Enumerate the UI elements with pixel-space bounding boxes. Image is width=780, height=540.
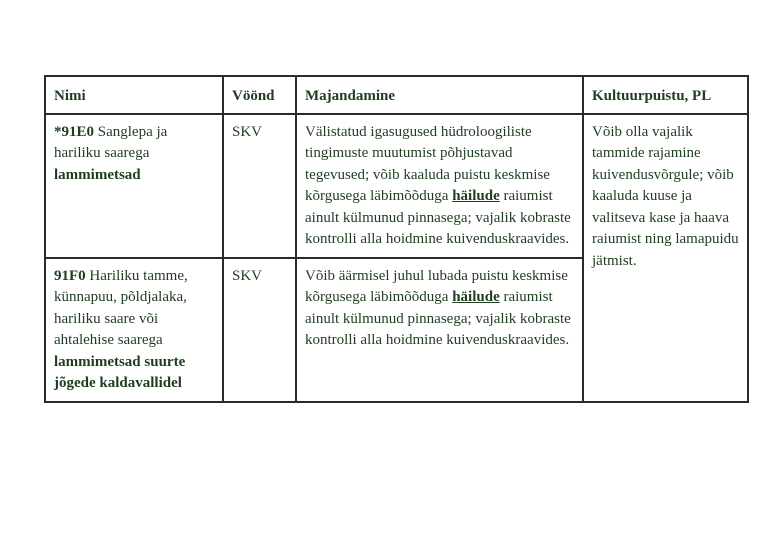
table-header-row [45,76,748,114]
zone-cell: SKV [223,258,296,402]
habitat-name-text: Hariliku tamme, künnapuu, põldjalaka, hariliku saare või ahtalehise saarega [54,267,188,348]
management-underlined-term: häilude [452,289,500,305]
header-park: Kultuurpuistu, PL [583,76,748,114]
table-row [45,114,748,258]
habitat-name-bold: lammimetsad suurte jõgede kaldavallidel [54,353,186,391]
management-cell [296,258,583,402]
habitat-code: *91E0 [54,123,95,140]
habitat-name-bold: lammimetsad [54,166,141,183]
habitat-name-text: Sanglepa ja hariliku saarega [54,123,168,161]
management-text: Võib äärmisel juhul lubada puistu keskmise kõrgusega läbimõõduga [305,267,568,305]
management-text: Välistatud igasugused hüdroloogiliste tingimuste muutumist põhjustavad tegevused; võib kaaluda puistu keskmise kõrgusega läbimõõduga [305,123,550,204]
header-name: Nimi [45,76,223,114]
habitat-code: 91F0 [54,267,86,284]
habitat-name-cell [45,258,223,402]
park-cell: Võib olla vajalik tammide rajamine kuivendusvõrgule; võib kaaluda kuuse ja valitseva kase ja haava raiumist ning lamapuidu jätmist. [583,114,748,402]
header-zone: Vöönd [223,76,296,114]
management-text-end: raiumist ainult külmunud pinnasega; vajalik kobraste kontrolli alla hoidmine kuivenduskraavides. [305,289,571,348]
habitat-management-table [44,75,749,403]
management-underlined-term: häilude [452,188,500,204]
management-cell [296,114,583,258]
zone-cell: SKV [223,114,296,258]
habitat-name-cell [45,114,223,258]
header-management: Majandamine [296,76,583,114]
management-text-end: raiumist ainult külmunud pinnasega; vajalik kobraste kontrolli alla hoidmine kuivenduskraavides. [305,188,571,247]
